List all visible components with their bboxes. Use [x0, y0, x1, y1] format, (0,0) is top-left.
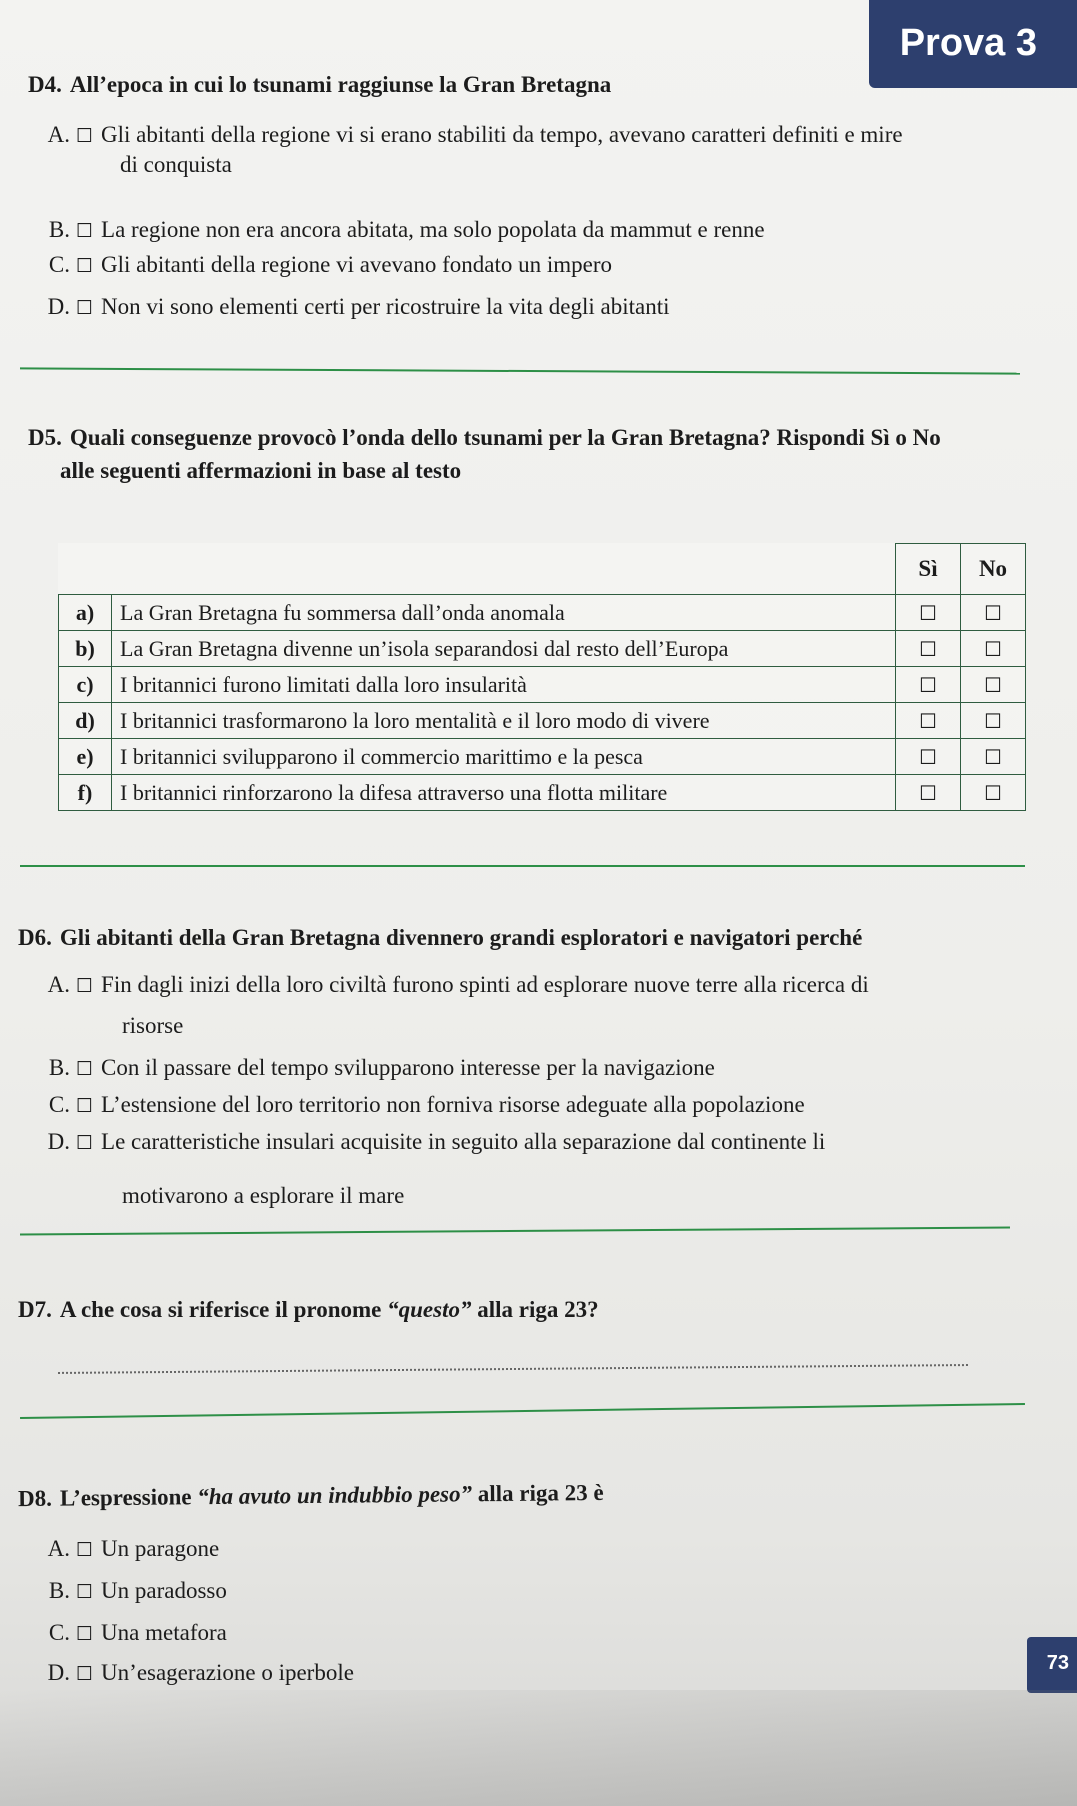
question-d6	[18, 925, 862, 951]
answer-line[interactable]	[58, 1364, 968, 1374]
option-d4-d[interactable]	[20, 292, 669, 323]
row-statement: La Gran Bretagna divenne un’isola separandosi dal resto dell’Europa	[112, 631, 896, 667]
no-checkbox-icon[interactable]: ☐	[961, 667, 1026, 703]
no-checkbox-icon[interactable]: ☐	[961, 739, 1026, 775]
checkbox-icon[interactable]: ☐	[76, 975, 94, 997]
section-divider	[20, 367, 1020, 374]
question-d5	[28, 425, 941, 451]
question-text: A che cosa si riferisce il pronome	[59, 1297, 388, 1322]
option-d6-a[interactable]	[20, 970, 869, 1001]
option-d8-b[interactable]	[20, 1576, 227, 1607]
option-text: Un paradosso	[101, 1578, 227, 1603]
checkbox-icon[interactable]: ☐	[76, 1095, 94, 1117]
option-letter: D.	[47, 294, 70, 319]
option-letter: C.	[48, 1620, 70, 1645]
row-label: e)	[59, 739, 112, 775]
yes-checkbox-icon[interactable]: ☐	[896, 631, 961, 667]
option-d8-c[interactable]	[20, 1618, 227, 1649]
yes-checkbox-icon[interactable]: ☐	[896, 595, 961, 631]
option-letter: D.	[47, 1129, 70, 1154]
option-letter: A.	[47, 122, 70, 147]
question-text-end: alla riga 23 è	[471, 1479, 604, 1507]
question-number: D4.	[28, 72, 62, 97]
option-d8-d[interactable]	[20, 1658, 354, 1689]
row-statement: La Gran Bretagna fu sommersa dall’onda anomala	[112, 595, 896, 631]
option-text: Fin dagli inizi della loro civiltà furono spinti ad esplorare nuove terre alla ricerca di	[101, 972, 869, 997]
option-d6-b[interactable]	[20, 1053, 715, 1084]
option-d4-c[interactable]	[20, 250, 612, 281]
option-d6-d[interactable]	[20, 1127, 825, 1158]
option-text: Gli abitanti della regione vi avevano fondato un impero	[101, 252, 612, 277]
yes-checkbox-icon[interactable]: ☐	[896, 739, 961, 775]
option-text: L’estensione del loro territorio non forniva risorse adeguate alla popolazione	[101, 1092, 805, 1117]
yes-checkbox-icon[interactable]: ☐	[896, 667, 961, 703]
checkbox-icon[interactable]: ☐	[76, 1539, 94, 1561]
question-number: D7.	[18, 1297, 52, 1322]
table-row	[59, 667, 1026, 703]
quoted-term: “questo”	[387, 1297, 472, 1322]
question-d4	[28, 72, 611, 98]
option-d4-b[interactable]	[20, 215, 765, 246]
option-d8-a[interactable]	[20, 1534, 219, 1565]
option-text: Un’esagerazione o iperbole	[101, 1660, 354, 1685]
option-text: Una metafora	[101, 1620, 227, 1645]
table-blank-header	[59, 544, 896, 595]
row-label: d)	[59, 703, 112, 739]
yes-checkbox-icon[interactable]: ☐	[896, 703, 961, 739]
question-d8	[18, 1480, 604, 1512]
table-header-row	[59, 544, 1026, 595]
row-label: f)	[59, 775, 112, 811]
question-number: D5.	[28, 425, 62, 450]
option-letter: A.	[47, 972, 70, 997]
table-row	[59, 595, 1026, 631]
option-letter: A.	[47, 1536, 70, 1561]
question-text-end: alla riga 23?	[471, 1297, 599, 1322]
row-statement: I britannici furono limitati dalla loro insularità	[112, 667, 896, 703]
page-number: 73	[1046, 1652, 1069, 1674]
option-d4-a[interactable]	[20, 120, 903, 151]
question-text: Gli abitanti della Gran Bretagna divennero grandi esploratori e navigatori perché	[59, 925, 863, 950]
page-title: Prova 3	[899, 22, 1037, 64]
option-text: Con il passare del tempo svilupparono interesse per la navigazione	[101, 1055, 715, 1080]
yes-column-header: Sì	[896, 544, 961, 595]
table-row	[59, 739, 1026, 775]
option-text: Non vi sono elementi certi per ricostruire la vita degli abitanti	[101, 294, 670, 319]
checkbox-icon[interactable]: ☐	[76, 125, 94, 147]
section-divider	[20, 865, 1025, 867]
option-text: La regione non era ancora abitata, ma solo popolata da mammut e renne	[101, 217, 765, 242]
no-checkbox-icon[interactable]: ☐	[961, 703, 1026, 739]
question-text: Quali conseguenze provocò l’onda dello tsunami per la Gran Bretagna? Rispondi Sì o No	[69, 425, 941, 450]
checkbox-icon[interactable]: ☐	[76, 220, 94, 242]
option-letter: C.	[48, 1092, 70, 1117]
option-letter: B.	[48, 1578, 70, 1603]
table-row	[59, 703, 1026, 739]
yes-no-table	[58, 543, 1026, 811]
option-letter: B.	[48, 1055, 70, 1080]
checkbox-icon[interactable]: ☐	[76, 1581, 94, 1603]
question-d5-continuation: alle seguenti affermazioni in base al testo	[60, 458, 462, 483]
row-statement: I britannici trasformarono la loro mentalità e il loro modo di vivere	[112, 703, 896, 739]
option-continuation: di conquista	[120, 152, 232, 177]
question-d7	[18, 1297, 599, 1323]
question-text: L’espressione	[59, 1484, 198, 1511]
checkbox-icon[interactable]: ☐	[76, 297, 94, 319]
no-checkbox-icon[interactable]: ☐	[961, 631, 1026, 667]
row-statement: I britannici svilupparono il commercio marittimo e la pesca	[112, 739, 896, 775]
no-checkbox-icon[interactable]: ☐	[961, 595, 1026, 631]
checkbox-icon[interactable]: ☐	[76, 1623, 94, 1645]
checkbox-icon[interactable]: ☐	[76, 1058, 94, 1080]
option-letter: C.	[48, 252, 70, 277]
option-text: Un paragone	[101, 1536, 220, 1561]
table-row	[59, 631, 1026, 667]
option-letter: B.	[48, 217, 70, 242]
no-checkbox-icon[interactable]: ☐	[961, 775, 1026, 811]
checkbox-icon[interactable]: ☐	[76, 1132, 94, 1154]
yes-checkbox-icon[interactable]: ☐	[896, 775, 961, 811]
section-divider	[20, 1227, 1010, 1236]
option-continuation: risorse	[122, 1013, 184, 1038]
option-letter: D.	[47, 1660, 70, 1685]
option-d6-c[interactable]	[20, 1090, 805, 1121]
page-shadow	[0, 1690, 1077, 1806]
table-row	[59, 775, 1026, 811]
row-label: b)	[59, 631, 112, 667]
checkbox-icon[interactable]: ☐	[76, 1663, 94, 1685]
checkbox-icon[interactable]: ☐	[76, 255, 94, 277]
row-statement: I britannici rinforzarono la difesa attraverso una flotta militare	[112, 775, 896, 811]
no-column-header: No	[961, 544, 1026, 595]
question-text: All’epoca in cui lo tsunami raggiunse la Gran Bretagna	[69, 72, 612, 97]
row-label: c)	[59, 667, 112, 703]
row-label: a)	[59, 595, 112, 631]
option-text: Gli abitanti della regione vi si erano stabiliti da tempo, avevano caratteri definiti e mire	[101, 122, 903, 147]
section-divider	[20, 1403, 1025, 1419]
option-text: Le caratteristiche insulari acquisite in seguito alla separazione dal continente li	[101, 1129, 826, 1154]
option-continuation: motivarono a esplorare il mare	[122, 1183, 405, 1208]
quoted-term: “ha avuto un indubbio peso”	[197, 1481, 473, 1510]
question-number: D6.	[18, 925, 52, 950]
question-number: D8.	[17, 1485, 53, 1512]
